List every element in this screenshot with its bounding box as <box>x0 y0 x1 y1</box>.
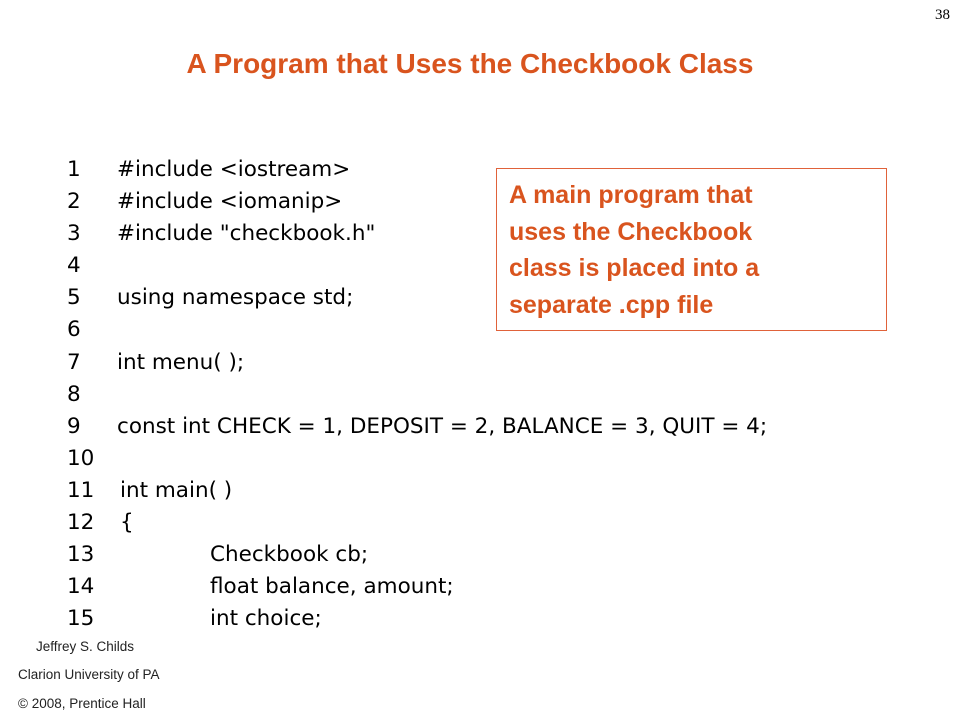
line-number: 4 <box>67 253 81 279</box>
line-number: 7 <box>67 349 81 375</box>
line-number: 1 <box>67 157 81 182</box>
callout-text: class is placed into a <box>509 254 760 282</box>
code-text: const int CHECK = 1, DEPOSIT = 2, BALANCE = 3, QUIT = 4; <box>117 413 768 439</box>
code-line <box>0 606 960 638</box>
footer-institution: Clarion University of PA <box>18 667 160 682</box>
line-number: 2 <box>67 189 81 215</box>
code-line <box>0 350 960 382</box>
code-line <box>0 510 960 542</box>
line-number: 11 <box>67 477 95 503</box>
line-number: 15 <box>67 606 95 632</box>
page-number: 38 <box>935 7 950 23</box>
code-text: Checkbook cb; <box>210 542 369 568</box>
line-number: 3 <box>67 221 81 247</box>
code-line <box>0 446 960 478</box>
slide-title: A Program that Uses the Checkbook Class <box>186 48 754 79</box>
callout-text: A main program that <box>509 181 753 209</box>
code-line <box>0 414 960 446</box>
code-text: int choice; <box>210 606 322 632</box>
line-number: 13 <box>67 542 95 568</box>
code-text: #include "checkbook.h" <box>117 221 376 247</box>
footer-author: Jeffrey S. Childs <box>36 639 135 654</box>
footer-copyright: © 2008, Prentice Hall <box>18 696 146 711</box>
code-text: #include <iostream> <box>117 157 351 182</box>
callout-text: separate .cpp file <box>509 290 714 319</box>
line-number: 8 <box>67 381 81 407</box>
code-text: float balance, amount; <box>210 574 454 600</box>
code-text: using namespace std; <box>117 285 354 311</box>
callout-text: uses the Checkbook <box>509 217 753 246</box>
code-text: #include <iomanip> <box>117 189 343 215</box>
line-number: 14 <box>67 574 95 600</box>
line-number: 10 <box>67 445 95 471</box>
code-line <box>0 478 960 510</box>
callout-box <box>496 168 887 331</box>
code-line <box>0 542 960 574</box>
code-text: { <box>120 510 134 536</box>
code-text: int main( ) <box>120 477 233 503</box>
code-line <box>0 574 960 606</box>
line-number: 12 <box>67 510 95 536</box>
line-number: 9 <box>67 413 81 439</box>
line-number: 5 <box>67 285 81 311</box>
code-line <box>0 382 960 414</box>
line-number: 6 <box>67 317 81 343</box>
code-text: int menu( ); <box>117 349 245 375</box>
